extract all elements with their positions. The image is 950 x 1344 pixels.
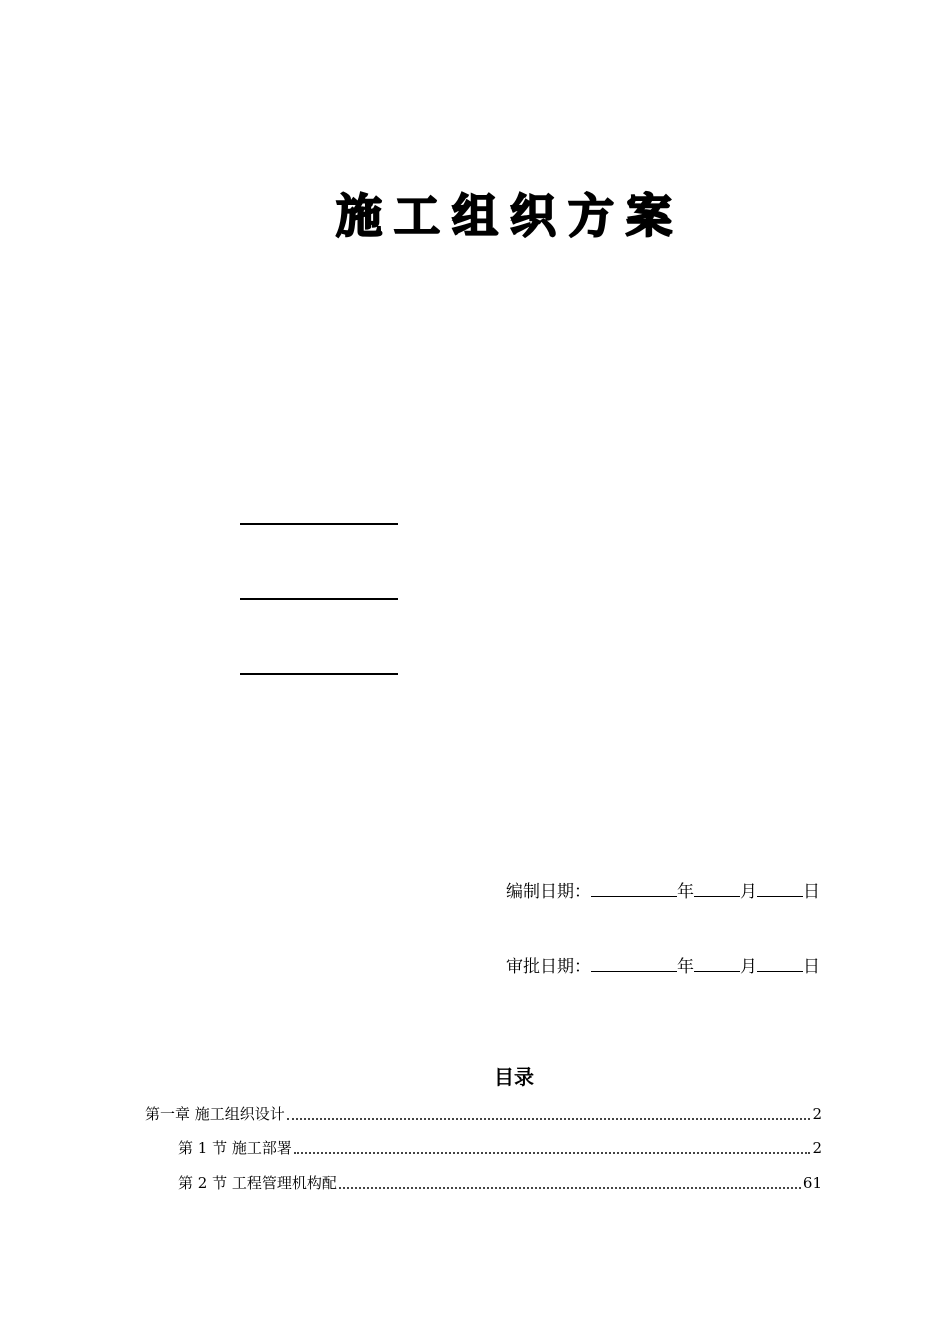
- toc-entry[interactable]: [178, 1138, 822, 1158]
- compile-year-blank: [591, 879, 677, 897]
- approve-month-label: 月: [740, 957, 757, 977]
- compile-date-row: [506, 879, 820, 903]
- toc-entry-page: 2: [812, 1139, 822, 1157]
- toc-leader-dots: [294, 1152, 811, 1154]
- toc-heading: 目录: [494, 1065, 534, 1089]
- toc-entry-label: 第 2 节 工程管理机构配: [178, 1174, 337, 1192]
- approve-day-label: 日: [803, 957, 820, 977]
- compile-day-label: 日: [803, 882, 820, 902]
- document-title: 施工组织方案: [336, 189, 684, 243]
- compile-day-blank: [757, 879, 803, 897]
- compile-month-blank: [694, 879, 740, 897]
- signature-line-3: [240, 673, 398, 675]
- toc-entry-label: 第 1 节 施工部署: [178, 1139, 292, 1157]
- signature-line-1: [240, 523, 398, 525]
- approve-month-blank: [694, 954, 740, 972]
- compile-date-label: 编制日期：: [506, 882, 591, 902]
- toc-entry-page: 61: [802, 1174, 822, 1192]
- signature-line-2: [240, 598, 398, 600]
- approve-day-blank: [757, 954, 803, 972]
- approve-date-label: 审批日期：: [506, 957, 591, 977]
- toc-entry[interactable]: [178, 1173, 822, 1193]
- toc-leader-dots: [287, 1118, 811, 1120]
- compile-year-label: 年: [677, 882, 694, 902]
- approve-year-blank: [591, 954, 677, 972]
- toc-entry-label: 第一章 施工组织设计: [145, 1105, 285, 1123]
- toc-entry-page: 2: [812, 1105, 822, 1123]
- toc-entry[interactable]: [145, 1104, 822, 1124]
- toc-leader-dots: [339, 1187, 801, 1189]
- approve-year-label: 年: [677, 957, 694, 977]
- compile-month-label: 月: [740, 882, 757, 902]
- approve-date-row: [506, 954, 820, 978]
